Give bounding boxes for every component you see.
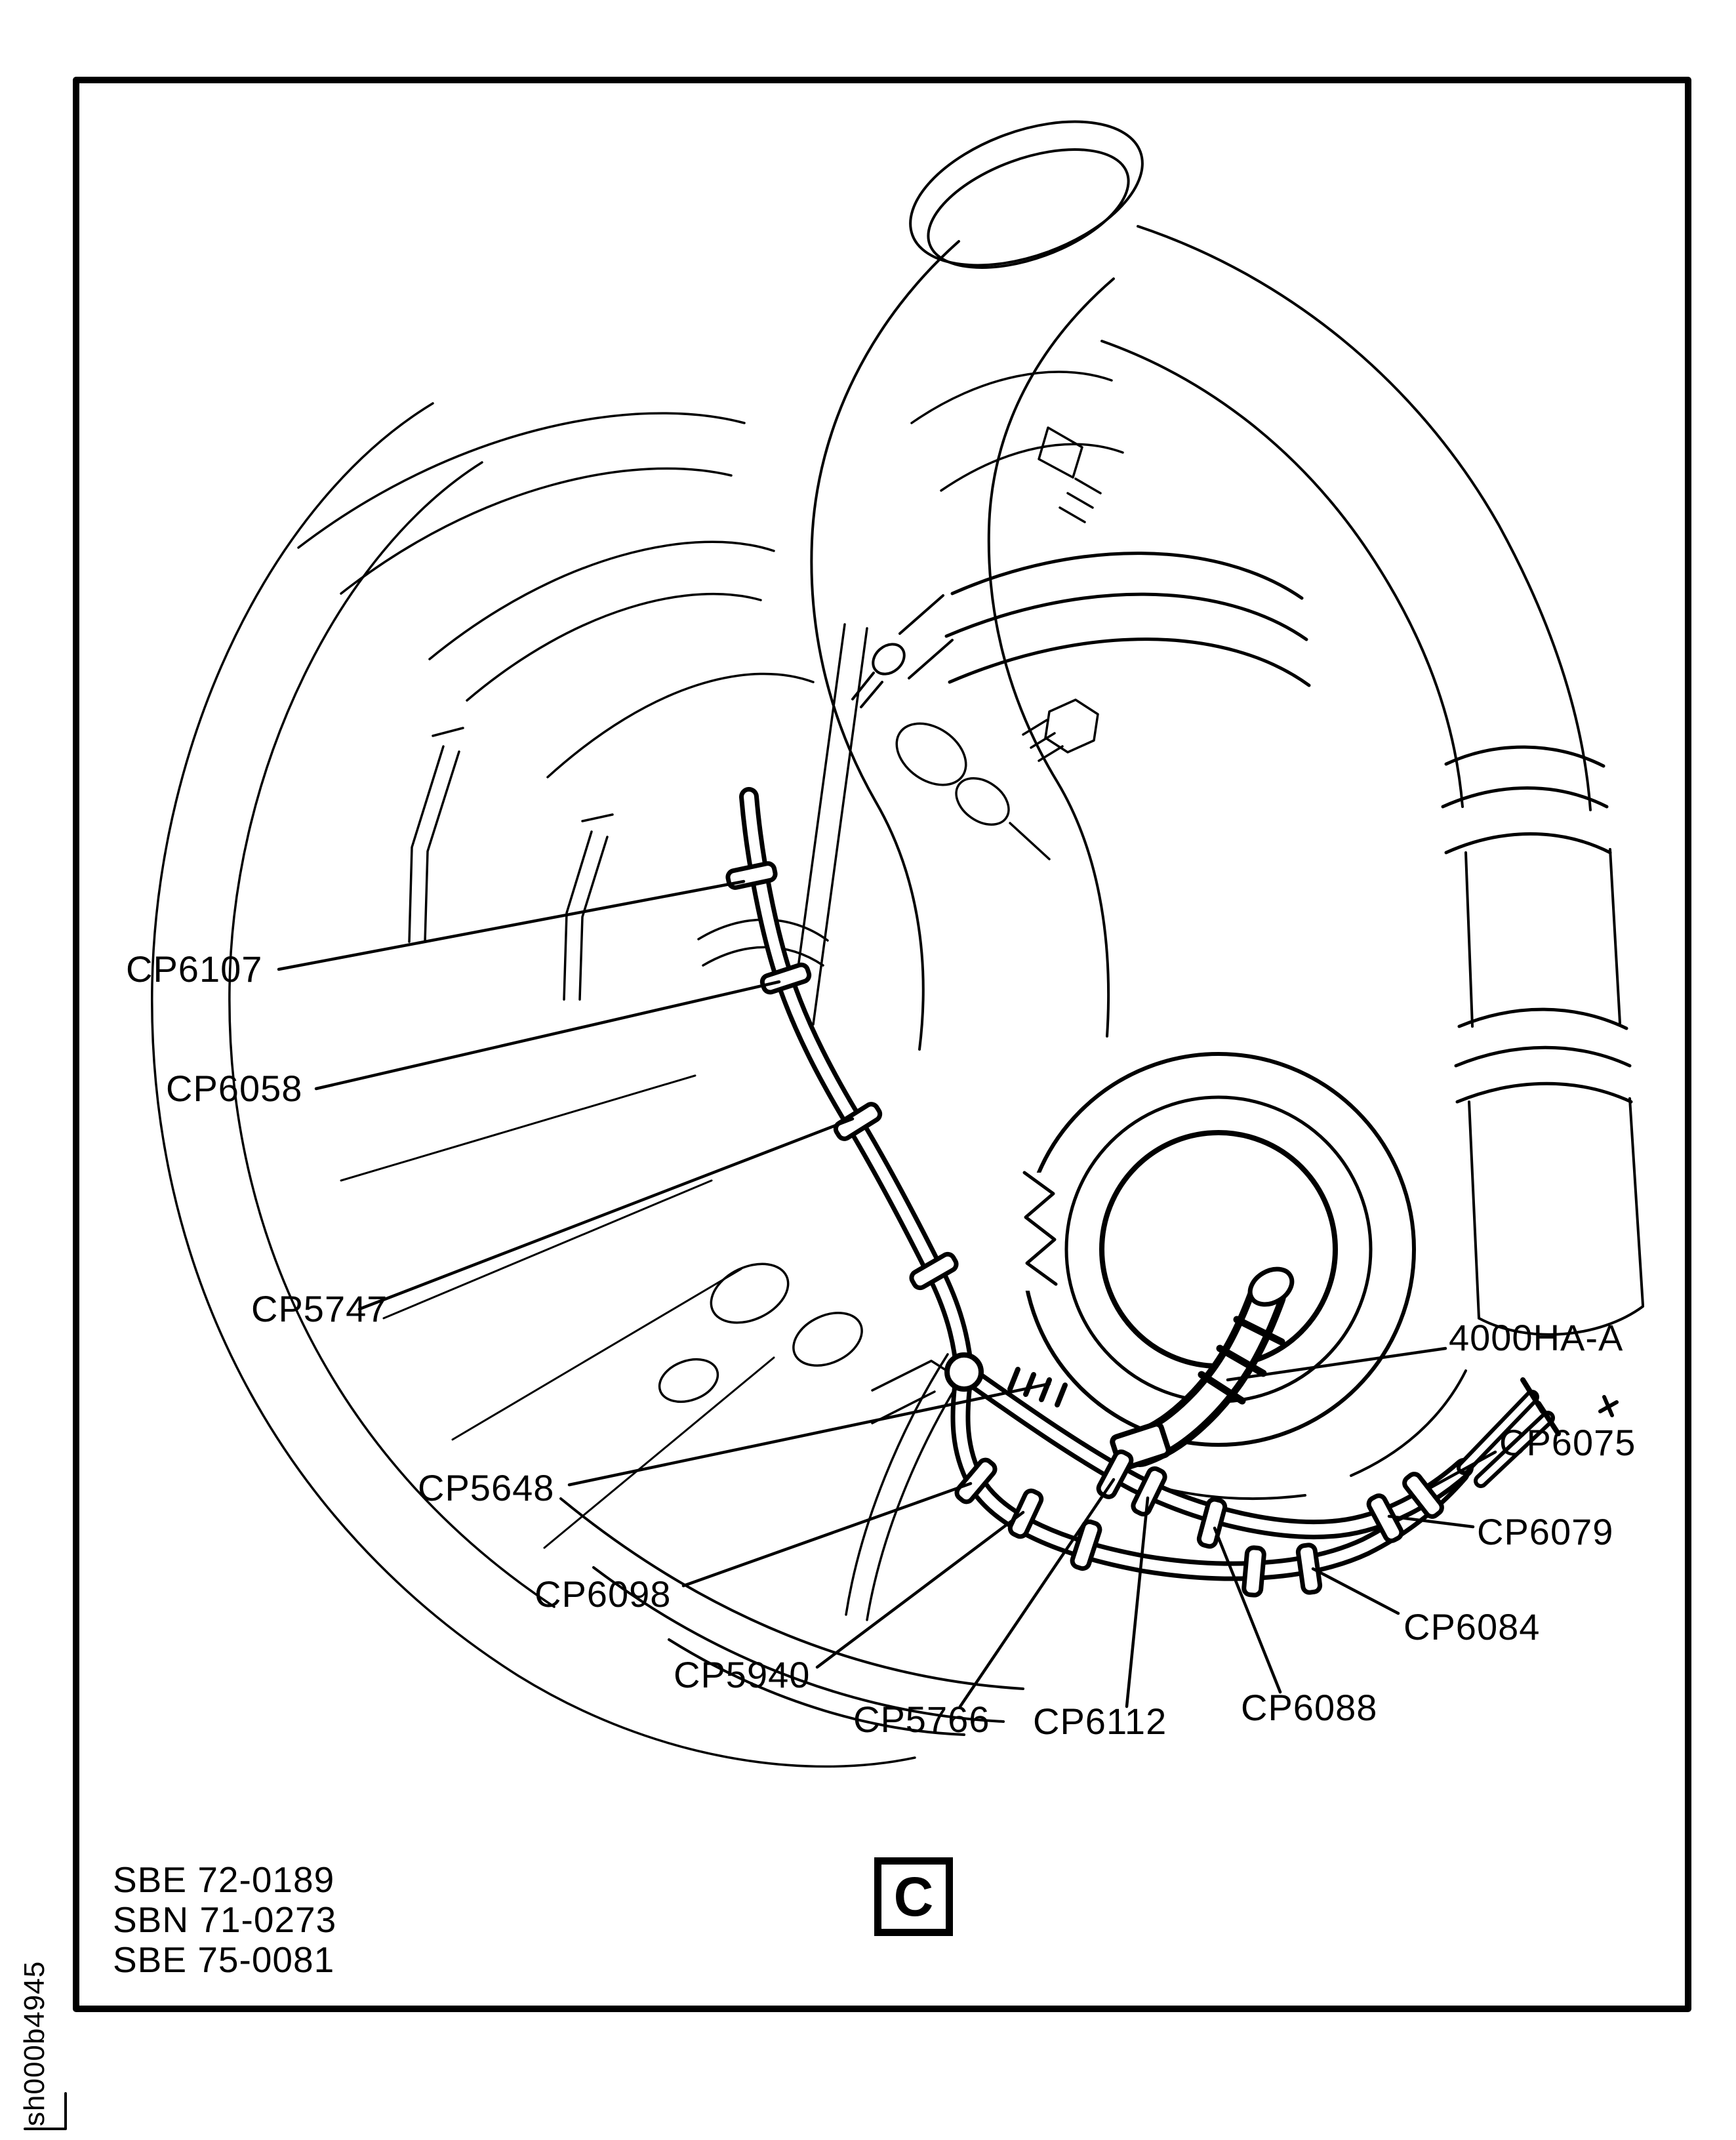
harness-boss xyxy=(947,1355,981,1389)
part-label-CP5747: CP5747 xyxy=(251,1288,388,1329)
leader-CP6107 xyxy=(279,881,744,969)
harness-clip xyxy=(1297,1544,1321,1594)
part-label-CP6107: CP6107 xyxy=(126,948,263,990)
footer-code-line: SBE 75-0081 xyxy=(113,1939,335,1980)
reference-letter-box xyxy=(874,1857,953,1936)
part-label-CP6098: CP6098 xyxy=(535,1573,672,1615)
part-label-CP6084: CP6084 xyxy=(1403,1606,1541,1647)
leader-CP5940 xyxy=(817,1512,1023,1667)
leader-CP5747 xyxy=(359,1119,853,1309)
footer-code-line: SBN 71-0273 xyxy=(113,1899,337,1940)
part-label-CP5940: CP5940 xyxy=(674,1654,811,1695)
leader-CP6084 xyxy=(1313,1569,1398,1613)
part-label-CP6112: CP6112 xyxy=(1033,1701,1167,1742)
part-label-CP5766: CP5766 xyxy=(853,1699,990,1740)
turbo-inlet-ring xyxy=(1005,1054,1466,1499)
part-label-CP6075: CP6075 xyxy=(1499,1422,1636,1463)
part-label-CP6058: CP6058 xyxy=(166,1068,303,1109)
image-id-watermark: sh000b4945 xyxy=(18,1960,50,2126)
leader-CP6098 xyxy=(683,1484,971,1586)
part-label-4000HA-A: 4000HA-A xyxy=(1449,1317,1624,1358)
part-label-CP6079: CP6079 xyxy=(1477,1511,1614,1552)
part-label-CP6088: CP6088 xyxy=(1241,1687,1378,1728)
footer-codes xyxy=(113,1860,336,1980)
harness-clip xyxy=(761,963,811,994)
footer-code-line: SBE 72-0189 xyxy=(113,1859,335,1900)
leader-CP6058 xyxy=(316,982,779,1089)
leader-CP6112 xyxy=(1127,1498,1148,1706)
reference-letter: C xyxy=(893,1865,934,1928)
part-label-CP5648: CP5648 xyxy=(418,1467,555,1508)
harness-clip xyxy=(1243,1547,1264,1596)
